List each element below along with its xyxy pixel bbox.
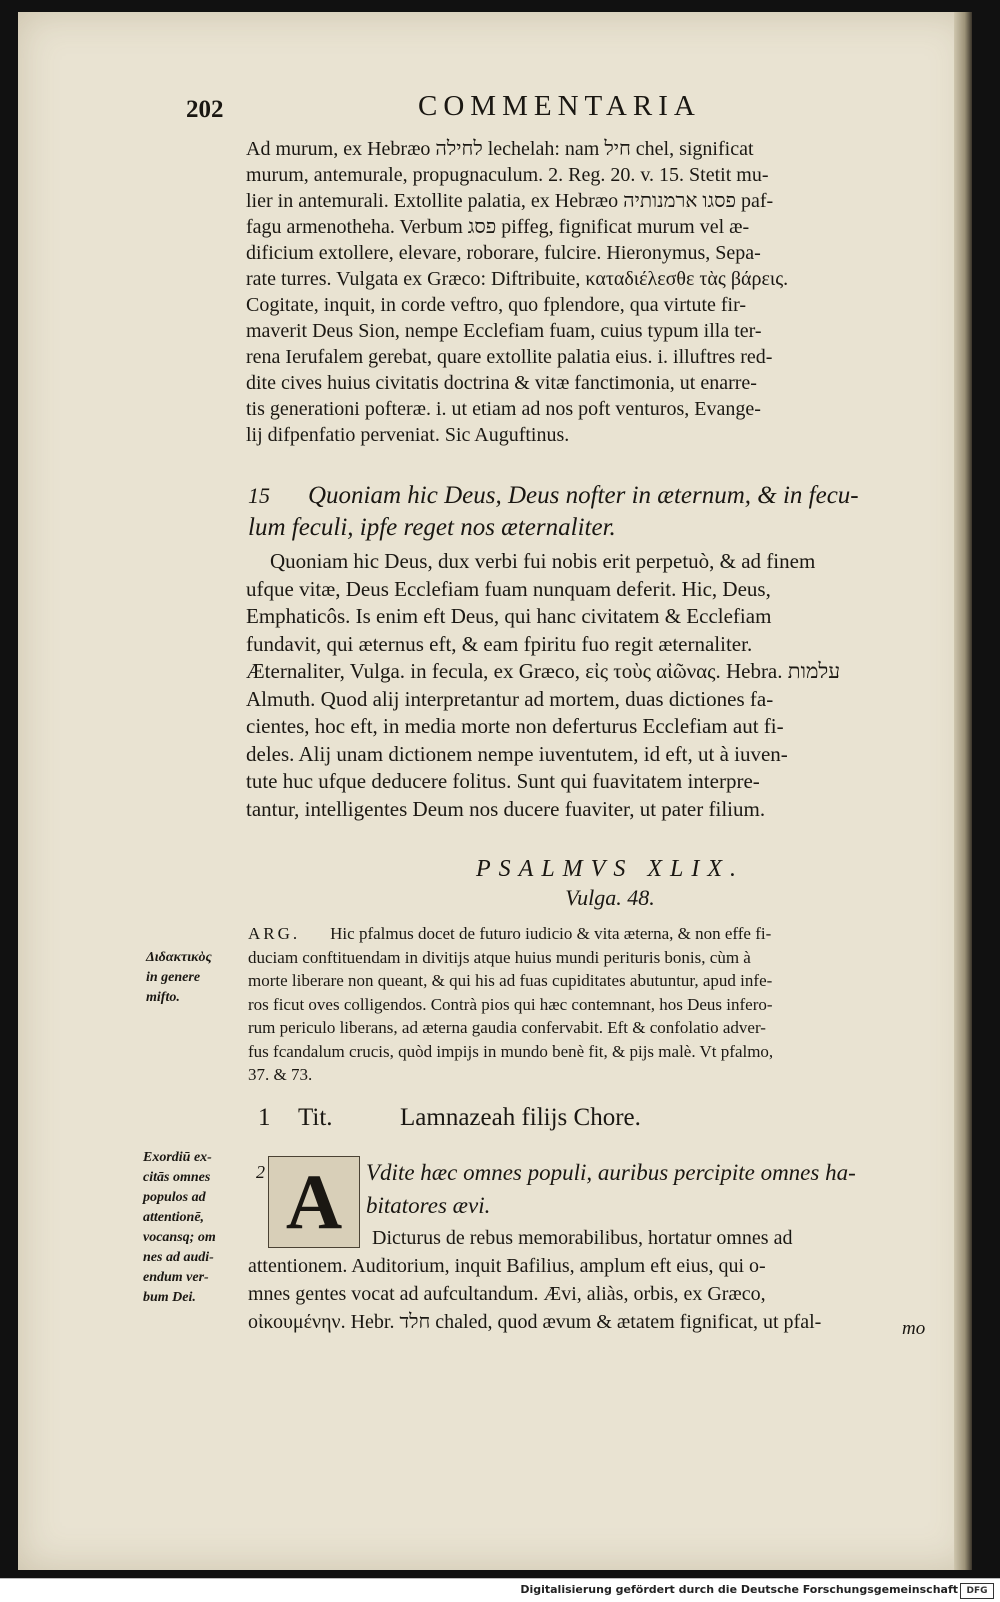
psalm-title-line [258,1104,958,1132]
argument-line: fus fcandalum crucis, quòd impijs in mundo benè fit, & pijs malè. Vt pfalmo, [248,1041,774,1061]
text-line: mnes gentes vocat ad aufcultandum. Ævi, aliàs, orbis, ex Græco, [248,1283,766,1305]
drop-cap-letter: A [285,1158,343,1245]
text-line: attentionem. Auditorium, inquit Bafilius, amplum eft eius, qui o- [248,1255,766,1277]
running-title: COMMENTARIA [418,90,701,122]
text-line: deles. Alij unam dictionem nempe iuventutem, id eft, ut à iuven- [246,741,788,766]
commentary-block-1 [246,136,966,448]
text-line: Dicturus de rebus memorabilibus, hortatur omnes ad [372,1227,793,1249]
text-line: Cogitate, inquit, in corde veftro, quo fplendore, qua virtute fir- [246,294,747,316]
text-line: Æternaliter, Vulga. in fecula, ex Græco, εἰς τοὺς αἰῶνας. Hebra. עלמות [246,659,841,683]
text-line: ufque vitæ, Deus Ecclefiam fuam nunquam deferit. Hic, Deus, [246,576,771,601]
text-line: tute huc ufque deducere folitus. Sunt qui fuavitatem interpre- [246,769,760,793]
footer-credit: Digitalisierung gefördert durch die Deutsche Forschungsgemeinschaft [520,1583,958,1596]
commentary-block-2 [246,548,966,823]
text-line: Quoniam hic Deus, dux verbi fui nobis erit perpetuò, & ad finem [270,549,816,573]
running-head [186,90,806,130]
margin-note-didactic [146,948,246,1008]
text-line: rate turres. Vulgata ex Græco: Diftribuite, καταδιέλεσθε τὰς βάρεις. [246,268,789,290]
verse-line: Vdite hæc omnes populi, auribus percipite omnes ha- [366,1160,856,1185]
margin-note-exordium [143,1148,245,1308]
text-line: lij difpenfatio perveniat. Sic Auguftinus. [246,424,570,446]
verse-number: 15 [248,483,270,508]
text-line: dificium extollere, elevare, roborare, fulcire. Hieronymus, Sepa- [246,242,761,264]
text-line: murum, antemurale, propugnaculum. 2. Reg. 20. v. 15. Stetit mu- [246,164,769,186]
text-line: tis generationi pofteræ. i. ut etiam ad nos poft venturos, Evange- [246,398,761,420]
text-line: fagu armenotheha. Verbum פסג piffeg, fignificat murum vel æ- [246,216,750,238]
text-line: Almuth. Quod alij interpretantur ad mortem, duas dictiones fa- [246,686,774,711]
margin-line: populos ad [143,1190,206,1205]
dfg-logo-icon: DFG [960,1583,994,1599]
page-number: 202 [186,96,224,123]
text-line: tantur, intelligentes Deum nos ducere fuaviter, ut pater filium. [246,796,766,821]
commentary-block-3 [248,1224,966,1336]
text-line: Emphaticôs. Is enim eft Deus, qui hanc civitatem & Ecclefiam [246,604,772,628]
margin-line: vocansq; om [143,1230,216,1245]
margin-line: Exordiū ex- [143,1150,212,1165]
margin-line: mifto. [146,990,180,1005]
argument-line: 37. & 73. [248,1065,313,1084]
verse-line: lum feculi, ipfe reget nos æternaliter. [248,514,616,541]
verse-text [366,1156,966,1222]
argument-line: duciam conftituendam in divitijs atque huius mundi perituris bonis, cùm à [248,947,751,967]
catchword: mo [902,1318,926,1339]
argument-label: ARG. [248,924,301,943]
text-line: Ad murum, ex Hebræo לחילה lechelah: nam חיל chel, significat [246,138,754,160]
title-abbrev: Tit. [298,1104,333,1131]
digitization-footer [0,1578,1000,1602]
margin-line: bum Dei. [143,1290,196,1305]
verse-number: 2 [256,1162,265,1182]
argument-line: rum periculo liberans, ad æterna gaudia confervabit. Eft & confolatio adver- [248,1018,766,1037]
title-number: 1 [258,1104,271,1131]
margin-line: citās omnes [143,1170,211,1185]
text-line: οἰκουμένην. Hebr. חלד chaled, quod ævum & ætatem fignificat, ut pfal- [248,1311,822,1333]
psalm-vulga-number: Vulga. 48. [565,885,655,910]
text-line: cientes, hoc eft, in media morte non deferturus Ecclefiam aut fi- [246,714,784,738]
text-line: dite cives huius civitatis doctrina & vitæ fanctimonia, ut enarre- [246,372,757,394]
margin-line: in genere [146,970,201,985]
text-line [248,922,966,946]
margin-line: endum ver- [143,1270,209,1285]
verse-line: bitatores ævi. [366,1193,491,1218]
argument-line: morte liberare non queant, & qui his ad fuas cupiditates abutuntur, apud infe- [248,971,773,990]
text-line: maverit Deus Sion, nempe Ecclefiam fuam, cuius typum illa ter- [246,320,762,342]
margin-line: Διδακτικὸς [146,950,212,965]
psalm-argument [248,922,966,1087]
margin-line: attentionē, [143,1210,205,1225]
text-line: fundavit, qui æternus eft, & eam fpiritu fuo regit æternaliter. [246,631,753,656]
psalm-heading [250,856,970,911]
argument-line: ros ficut oves colligendos. Contrà pios qui hæc contemnant, hos Deus infero- [248,994,773,1014]
text-line: lier in antemurali. Extollite palatia, ex Hebræo פסגו ארמנותיה paf- [246,190,774,212]
margin-line: nes ad audi- [143,1250,214,1265]
verse-15 [248,480,968,544]
text-line: rena Ierufalem gerebat, quare extollite palatia eius. i. illuftres red- [246,346,773,368]
title-text: Lamnazeah filijs Chore. [400,1104,641,1131]
verse-line: Quoniam hic Deus, Deus nofter in æternum, & in fecu- [308,482,859,509]
argument-line: Hic pfalmus docet de futuro iudicio & vita æterna, & non effe fi- [330,924,772,943]
psalm-title: PSALMVS XLIX. [476,856,744,882]
